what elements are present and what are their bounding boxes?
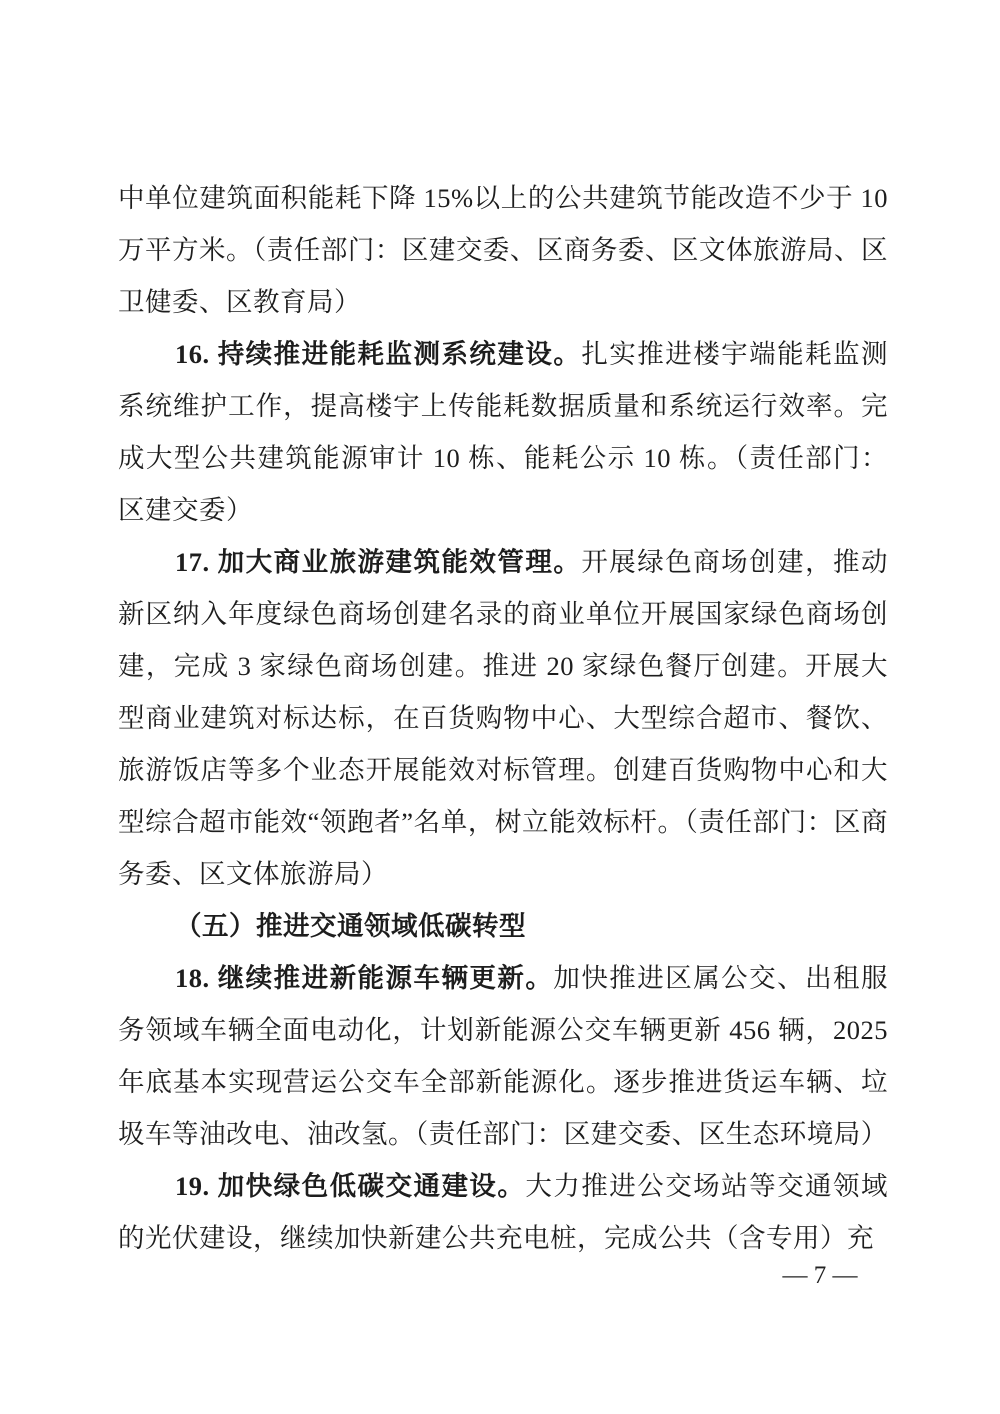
section-heading-5-label: （五）推进交通领域低碳转型 (174, 911, 526, 941)
paragraph-19-text: 大力推进公交场站等交通领域的光伏建设，继续加快新建公共充电桩，完成公共（含专用）充 (118, 1171, 888, 1253)
page-number: — 7 — (782, 1262, 858, 1289)
paragraph-17 (118, 536, 888, 900)
paragraph-18 (118, 952, 888, 1160)
paragraph-16 (118, 328, 888, 536)
paragraph-18-text: 加快推进区属公交、出租服务领域车辆全面电动化，计划新能源公交车辆更新 456 辆，2025年底基本实现营运公交车全部新能源化。逐步推进货运车辆、垃圾车等油改电、油改氢。（责任部门：区建交委、区生态环境局） (118, 963, 889, 1149)
paragraph-16-lead: 16. 持续推进能耗监测系统建设。 (174, 339, 582, 369)
paragraph-19 (118, 1160, 888, 1264)
section-heading-5 (118, 900, 888, 952)
paragraph-17-lead: 17. 加大商业旅游建筑能效管理。 (174, 547, 582, 577)
document-body (118, 172, 888, 1264)
paragraph-15-continuation (118, 172, 888, 328)
paragraph-19-lead: 19. 加快绿色低碳交通建设。 (174, 1171, 526, 1201)
paragraph-18-lead: 18. 继续推进新能源车辆更新。 (174, 963, 554, 993)
paragraph-17-text: 开展绿色商场创建，推动新区纳入年度绿色商场创建名录的商业单位开展国家绿色商场创建，完成 3 家绿色商场创建。推进 20 家绿色餐厅创建。开展大型商业建筑对标达标，在百货购物中心、大型综合超市、餐饮、旅游饭店等多个业态开展能效对标管理。创建百货购物中心和大型综合超市能效“领跑者”名单，树立能效标杆。（责任部门：区商务委、区文体旅游局） (118, 547, 889, 889)
paragraph-15-text: 中单位建筑面积能耗下降 15%以上的公共建筑节能改造不少于 10 万平方米。（责任部门：区建交委、区商务委、区文体旅游局、区卫健委、区教育局） (118, 183, 888, 317)
paragraph-16-text: 扎实推进楼宇端能耗监测系统维护工作，提高楼宇上传能耗数据质量和系统运行效率。完成大型公共建筑能源审计 10 栋、能耗公示 10 栋。（责任部门：区建交委） (118, 339, 889, 525)
